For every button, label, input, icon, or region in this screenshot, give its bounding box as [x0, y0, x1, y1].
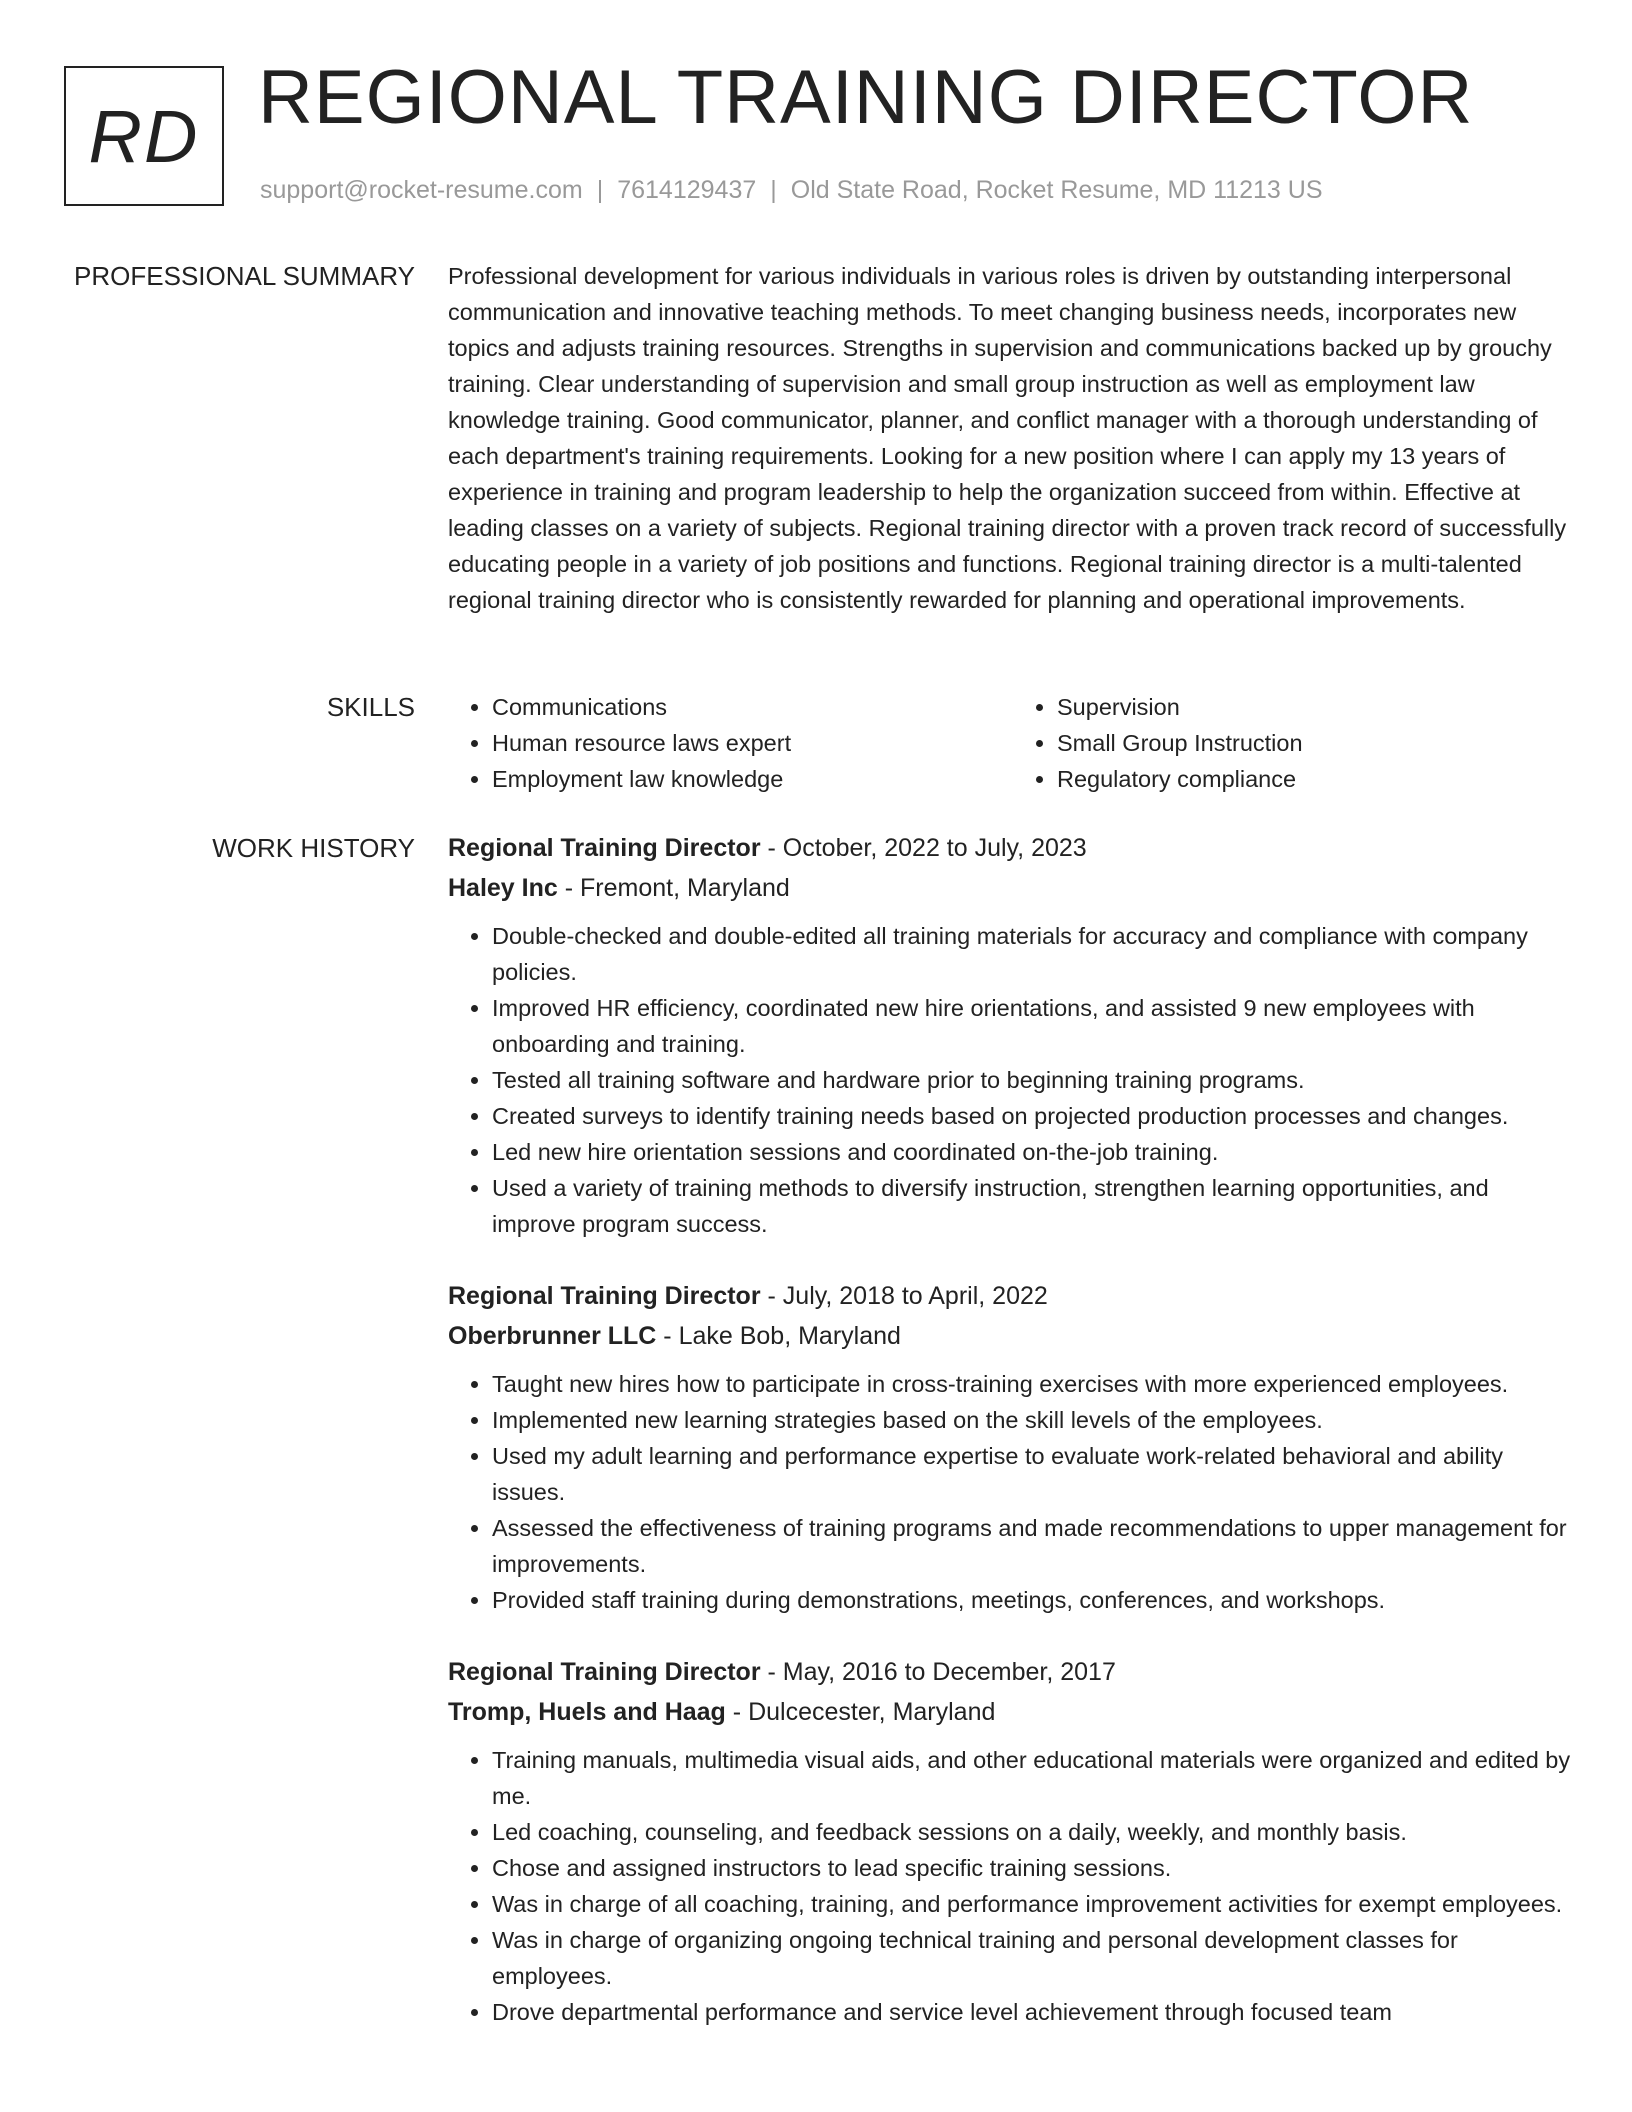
- contact-email: support@rocket-resume.com: [260, 176, 583, 204]
- job-location: - Lake Bob, Maryland: [663, 1322, 901, 1350]
- contact-separator: |: [770, 176, 777, 204]
- skills-list-left: [448, 689, 1013, 797]
- skill-item: • Human resource laws expert: [492, 725, 1013, 761]
- job-bullet: • Implemented new learning strategies based on the skill levels of the employees.: [492, 1402, 1578, 1438]
- skill-item: • Communications: [492, 689, 1013, 725]
- skill-item: • Regulatory compliance: [1057, 761, 1578, 797]
- contact-separator: |: [596, 176, 604, 204]
- job-bullet: • Was in charge of all coaching, training, and performance improvement activities for exempt employees.: [492, 1886, 1578, 1922]
- job-bullet: • Chose and assigned instructors to lead specific training sessions.: [492, 1850, 1578, 1886]
- job-bullet: • Drove departmental performance and service level achievement through focused team: [492, 1994, 1578, 2030]
- job-company-line: [448, 1692, 1578, 1732]
- job-entry: [448, 828, 1578, 1242]
- summary-text: Professional development for various individuals in various roles is driven by outstanding interpersonal communication and innovative teaching methods. To meet changing business needs, incorporates new topics and adjusts training resources. Strengths in supervision and communications backed up by grouchy training. Clear understanding of supervision and small group instruction as well as employment law knowledge training. Good communicator, planner, and conflict manager with a thorough understanding of each department's training requirements. Looking for a new position where I can apply my 13 years of experience in training and program leadership to help the organization succeed from within. Effective at leading classes on a variety of subjects. Regional training director with a proven track record of successfully educating people in a variety of job positions and functions. Regional training director is a multi-talented regional training director who is consistently rewarded for planning and operational improvements.: [448, 263, 1567, 613]
- job-bullet: • Taught new hires how to participate in cross-training exercises with more experienced employees.: [492, 1366, 1578, 1402]
- job-bullets: [448, 1742, 1578, 2030]
- job-title-line: [448, 828, 1578, 868]
- section-label-summary: PROFESSIONAL SUMMARY: [74, 261, 415, 291]
- skills-list-right: [1013, 689, 1578, 797]
- skills-grid: [448, 689, 1578, 797]
- job-location: - Dulcecester, Maryland: [732, 1698, 996, 1726]
- skill-item: • Supervision: [1057, 689, 1578, 725]
- section-label-skills: SKILLS: [326, 692, 415, 722]
- job-bullet: • Assessed the effectiveness of training programs and made recommendations to upper management for improvements.: [492, 1510, 1578, 1582]
- contact-phone: 7614129437: [617, 176, 757, 204]
- job-company-line: [448, 868, 1578, 908]
- job-title: Regional Training Director: [448, 1282, 761, 1310]
- job-bullets: [448, 918, 1578, 1242]
- job-entry: [448, 1652, 1578, 2030]
- job-dates: - May, 2016 to December, 2017: [767, 1658, 1116, 1686]
- job-bullet: • Training manuals, multimedia visual aids, and other educational materials were organized and edited by me.: [492, 1742, 1578, 1814]
- job-company: Haley Inc: [448, 874, 558, 902]
- job-bullets: [448, 1366, 1578, 1618]
- contact-address: Old State Road, Rocket Resume, MD 11213 US: [790, 176, 1323, 204]
- job-entry: [448, 1276, 1578, 1618]
- skill-item: • Employment law knowledge: [492, 761, 1013, 797]
- job-bullet: • Led new hire orientation sessions and coordinated on-the-job training.: [492, 1134, 1578, 1170]
- summary-body: [448, 258, 1578, 618]
- job-bullet: • Tested all training software and hardware prior to beginning training programs.: [492, 1062, 1578, 1098]
- job-dates: - October, 2022 to July, 2023: [767, 834, 1087, 862]
- job-company: Tromp, Huels and Haag: [448, 1698, 726, 1726]
- job-bullet: • Created surveys to identify training needs based on projected production processes and changes.: [492, 1098, 1578, 1134]
- job-bullet: • Used a variety of training methods to diversify instruction, strengthen learning opportunities, and improve program success.: [492, 1170, 1578, 1242]
- skill-item: • Small Group Instruction: [1057, 725, 1578, 761]
- work-history-body: [448, 828, 1578, 2064]
- job-bullet: • Was in charge of organizing ongoing technical training and personal development classes for employees.: [492, 1922, 1578, 1994]
- job-title: Regional Training Director: [448, 834, 761, 862]
- job-bullet: • Improved HR efficiency, coordinated new hire orientations, and assisted 9 new employees with onboarding and training.: [492, 990, 1578, 1062]
- job-company-line: [448, 1316, 1578, 1356]
- job-title: Regional Training Director: [448, 1658, 761, 1686]
- job-bullet: • Double-checked and double-edited all training materials for accuracy and compliance with company policies.: [492, 918, 1578, 990]
- job-title-line: [448, 1652, 1578, 1692]
- job-bullet: • Led coaching, counseling, and feedback sessions on a daily, weekly, and monthly basis.: [492, 1814, 1578, 1850]
- page-title: REGIONAL TRAINING DIRECTOR: [258, 55, 1474, 140]
- job-company: Oberbrunner LLC: [448, 1322, 657, 1350]
- monogram-box: [64, 66, 224, 206]
- job-bullet: • Used my adult learning and performance expertise to evaluate work-related behavioral and ability issues.: [492, 1438, 1578, 1510]
- job-title-line: [448, 1276, 1578, 1316]
- job-bullet: • Provided staff training during demonstrations, meetings, conferences, and workshops.: [492, 1582, 1578, 1618]
- job-dates: - July, 2018 to April, 2022: [767, 1282, 1048, 1310]
- job-location: - Fremont, Maryland: [564, 874, 790, 902]
- section-label-work-history: WORK HISTORY: [212, 833, 415, 863]
- contact-line: [260, 176, 1323, 205]
- monogram-initials: RD: [88, 94, 200, 178]
